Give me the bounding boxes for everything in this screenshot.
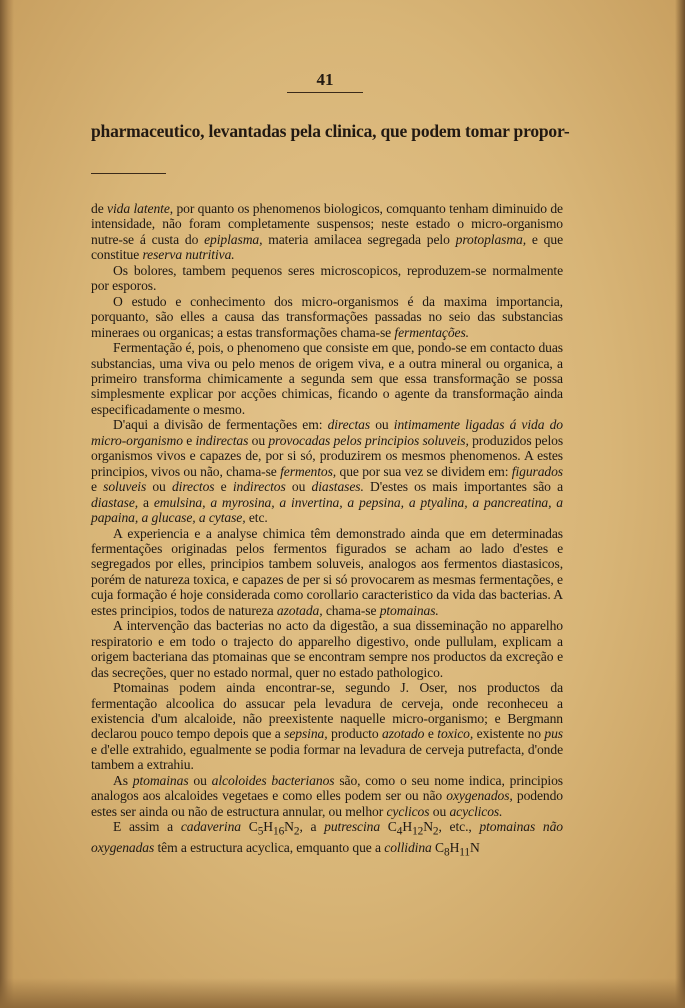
text-run: e xyxy=(91,479,104,495)
text-run: ou xyxy=(285,479,312,495)
paragraph xyxy=(91,819,563,861)
text-run: As xyxy=(113,772,133,788)
italic-term: ptomainas não oxygenadas xyxy=(91,819,563,856)
formula-subscript: 8 xyxy=(443,847,450,860)
paragraph xyxy=(91,618,563,680)
paragraph xyxy=(91,201,563,263)
page-edge-shadow-left xyxy=(0,0,14,1008)
text-run: têm a estructura acyclica, emquanto que a xyxy=(154,840,385,856)
paragraph xyxy=(91,773,563,819)
text-run: chama-se xyxy=(322,602,380,618)
text-run: ou xyxy=(370,417,394,433)
text-run: são, como o seu nome indica, principios analogos aos alcaloides vegetaes e como elles podem ser ou não xyxy=(91,772,563,804)
italic-term: fermentações. xyxy=(394,324,469,340)
text-run: A experiencia e a analyse chimica têm demonstrado ainda que em determinadas fermentações originadas pelos fermentos figurados se acham ao lado d'estes e segregados por elles, principios tambem soluveis, analogos aos fermentos diastasicos, porém de natureza toxica, e capazes de per si só provocarem as mesmas fermentações, e cuja formação é hoje considerada como corollario caracteristico da vida das bacterias. A estes principios, todos de natureza xyxy=(91,525,563,618)
italic-term: diastase, xyxy=(91,494,139,510)
page-edge-shadow-right xyxy=(675,0,685,1008)
italic-term: reserva nutritiva. xyxy=(142,247,235,263)
italic-term: acyclicos. xyxy=(449,803,503,819)
italic-term: soluveis xyxy=(103,479,147,495)
italic-term: ptomainas. xyxy=(379,602,439,618)
text-run: e xyxy=(182,432,196,448)
text-run: H xyxy=(402,819,413,835)
italic-term: indirectos xyxy=(232,479,286,495)
italic-term: intimamente ligadas á vida do micro-organismo xyxy=(91,417,563,448)
italic-term: cadaverina xyxy=(180,819,241,835)
text-run: H xyxy=(449,840,460,856)
italic-term: vida latente xyxy=(107,201,170,216)
text-run: O estudo e conhecimento dos micro-organismos é da maxima importancia, porquanto, são elles a causa das transformações passadas no seio das substancias mineraes ou organicas; a estas transformações chama-se xyxy=(91,293,563,340)
italic-term: fermentos, xyxy=(280,463,337,479)
text-run: de xyxy=(91,201,108,216)
formula-subscript: 2 xyxy=(432,825,439,838)
formula-subscript: 11 xyxy=(459,847,470,860)
paragraph xyxy=(91,417,563,525)
text-run: ou xyxy=(429,803,450,819)
text-run: producto xyxy=(327,726,383,742)
text-run: que por sua vez se dividem em: xyxy=(336,463,512,479)
formula-subscript: 5 xyxy=(257,825,264,838)
footnote-fragment-line: pharmaceutico, levantadas pela clinica, que podem tomar propor- xyxy=(91,121,570,141)
body-text xyxy=(91,201,563,861)
text-run: ou xyxy=(248,432,269,448)
italic-term: directas xyxy=(327,417,371,433)
paragraph xyxy=(91,526,563,619)
italic-term: indirectas xyxy=(195,432,249,448)
paragraph xyxy=(91,294,563,340)
text-run: etc. xyxy=(245,510,268,526)
italic-term: emulsina, a myrosina, a invertina, a pepsina, a ptyalina, a pancreatina, a papaina, a glucase, a cytase, xyxy=(91,494,563,526)
text-run: , por quanto os phenomenos biologicos, comquanto tenham diminuido de intensidade, não foram completamente suspensos; neste estado o micro-organismo nutre-se á custa do xyxy=(91,201,563,247)
italic-term: cyclicos xyxy=(386,803,430,819)
text-run: ou xyxy=(188,772,212,788)
text-run: existente no xyxy=(473,726,545,742)
italic-term: figurados xyxy=(511,463,563,479)
italic-term: azotada, xyxy=(276,602,323,618)
italic-term: toxico, xyxy=(437,726,474,742)
italic-term: alcoloides bacterianos xyxy=(211,772,335,788)
text-run: , etc., xyxy=(438,819,480,835)
text-run: a xyxy=(138,494,154,510)
text-run: C xyxy=(240,819,258,835)
italic-term: oxygenados, xyxy=(446,788,513,804)
text-run: E assim a xyxy=(113,819,181,835)
text-run: N xyxy=(470,840,480,856)
formula-subscript: 16 xyxy=(273,825,285,838)
text-run: D'aqui a divisão de fermentações em: xyxy=(113,417,328,433)
page-number: 41 xyxy=(316,70,334,89)
text-run: e xyxy=(424,726,438,742)
text-run: Ptomainas podem ainda encontrar-se, segundo J. Oser, nos productos da fermentação alcoolica do assucar pela levadura de cerveja, onde reconheceu a existencia d'um alcaloide, não preexistente naquelle micro-organismo; e Bergmann declarou pouco tempo depois que a xyxy=(91,680,563,742)
italic-term: ptomainas xyxy=(132,772,189,788)
paragraph xyxy=(91,340,563,417)
text-run: C xyxy=(380,819,397,835)
paragraph xyxy=(91,680,563,773)
formula-subscript: 4 xyxy=(396,825,403,838)
text-run: D'estes os mais importantes são a xyxy=(363,479,564,495)
italic-term: pus xyxy=(544,726,563,742)
italic-term: azotado xyxy=(382,726,425,742)
text-run: e d'elle extrahido, egualmente se podia formar na levadura de cerveja putrefacta, d'onde tambem a extrahiu. xyxy=(91,741,563,773)
italic-term: putrescina xyxy=(324,819,381,835)
footnote-separator-rule xyxy=(91,173,166,174)
italic-term: diastases. xyxy=(311,479,364,495)
text-run: Fermentação é, pois, o phenomeno que consiste em que, pondo-se em contacto duas substancias, uma viva ou pelo menos de origem viva, e a outra mineral ou organica, a primeiro transforma chimicamente a segunda sem que essa transformação se possa simplesmente explicar por acções chimicas, ficando o agente da transformação ainda especificadamente o mesmo. xyxy=(91,340,563,417)
text-run: e xyxy=(214,479,233,495)
italic-term: directos xyxy=(171,479,215,495)
text-run: materia amilacea segregada pelo xyxy=(262,231,456,247)
text-run: N xyxy=(423,819,433,835)
text-run: , a xyxy=(299,819,325,835)
text-run: H xyxy=(263,819,273,835)
italic-term: protoplasma, xyxy=(455,231,527,247)
italic-term: provocadas pelos principios soluveis, xyxy=(268,432,469,448)
text-run: produzidos pelos organismos vivos e capazes de, por si só, produzirem os mesmos phenomenos. A estes principios, vivos ou não, chama-se xyxy=(91,432,564,479)
text-run: N xyxy=(284,819,294,835)
text-run: Os bolores, tambem pequenos seres microscopicos, reproduzem-se normalmente por esporos. xyxy=(91,262,563,294)
text-run: A intervenção das bacterias no acto da digestão, a sua disseminação no apparelho respiratorio e em todo o trajecto do apparelho digestivo, onde pullulam, explicam a origem bacteriana das ptomainas que se encontram sempre nos productos da excreção e das secreções, quer no estado normal, quer no estado pathologico. xyxy=(91,618,563,680)
page-number-underline xyxy=(287,92,363,93)
page-edge-shadow-bottom xyxy=(0,978,685,1008)
text-run: e que constitue xyxy=(91,231,564,263)
paragraph xyxy=(91,263,563,294)
italic-term: sepsina, xyxy=(284,726,328,742)
text-run: ou xyxy=(146,479,172,495)
formula-subscript: 12 xyxy=(412,825,424,838)
text-run: podendo estes ser ainda ou não de estructura annular, ou melhor xyxy=(91,788,563,819)
italic-term: epiplasma, xyxy=(204,231,263,247)
italic-term: collidina xyxy=(384,840,432,856)
text-run: C xyxy=(431,840,444,856)
formula-subscript: 2 xyxy=(293,825,300,838)
